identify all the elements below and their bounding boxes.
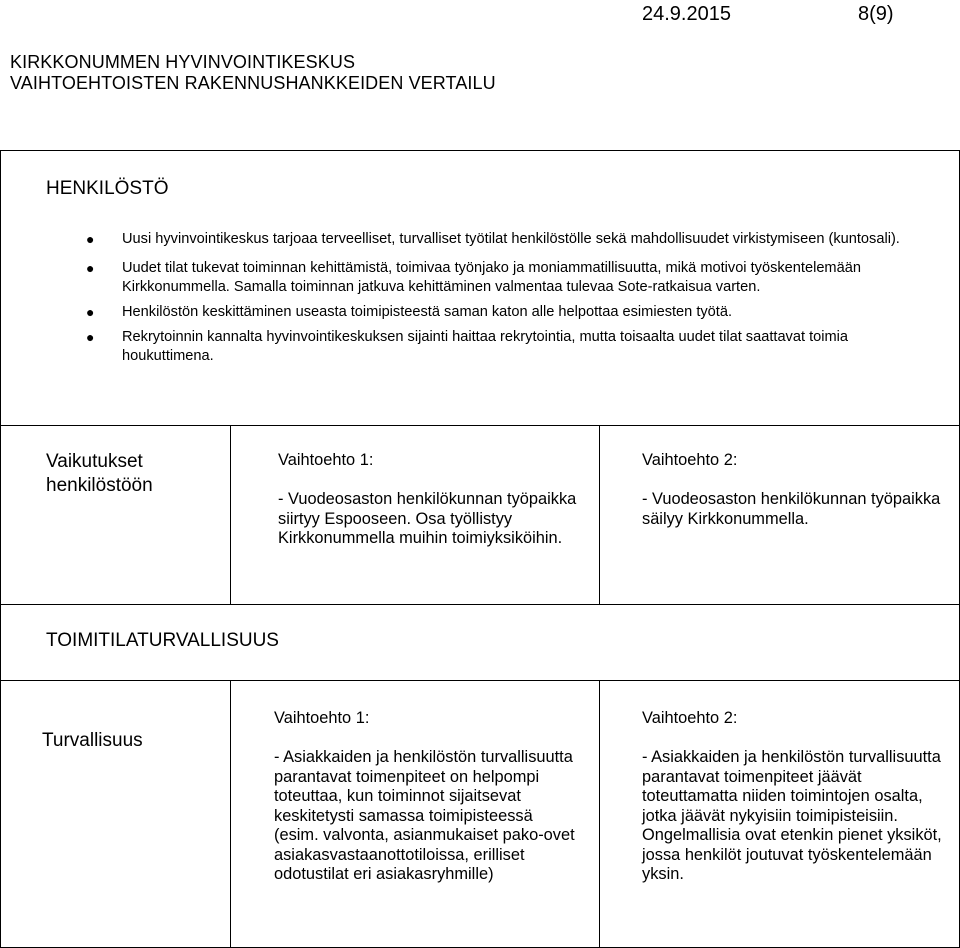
column-divider (230, 425, 231, 605)
column-divider (599, 680, 600, 948)
section-heading-toimitila: TOIMITILATURVALLISUUS (46, 630, 279, 651)
page-number: 8(9) (858, 3, 894, 25)
list-item (86, 230, 922, 249)
list-item (86, 259, 922, 297)
option1-heading: Vaihtoehto 1: (278, 451, 374, 469)
bullet-icon: ● (86, 231, 95, 247)
section-heading-henkilosto: HENKILÖSTÖ (46, 178, 169, 199)
henkilosto-bullet-list (86, 230, 922, 369)
bullet-text: Uudet tilat tukevat toiminnan kehittämistä, toimivaa työnjako ja moniammatillisuutta, mikä motivoi työskentelemään Kirkkonummella. Samalla toiminnan jatkuva kehittäminen valmentaa tulevaa Sote-ratkaisua varten. (122, 260, 861, 295)
bullet-icon: ● (86, 304, 95, 320)
option2-heading: Vaihtoehto 2: (642, 451, 738, 469)
bullet-text: Uusi hyvinvointikeskus tarjoaa terveelliset, turvalliset työtilat henkilöstölle sekä mahdollisuudet virkistymiseen (kuntosali). (122, 231, 900, 247)
column-divider (230, 680, 231, 948)
bullet-icon: ● (86, 329, 95, 345)
bullet-text: Rekrytoinnin kannalta hyvinvointikeskuksen sijainti haittaa rekrytointia, mutta toisaalta uudet tilat saattavat toimia houkuttimena. (122, 329, 849, 364)
vaikutukset-option2 (642, 451, 942, 529)
option1-heading: Vaihtoehto 1: (274, 709, 370, 727)
column-divider (599, 425, 600, 605)
bullet-icon: ● (86, 260, 95, 276)
document-title-line2: VAIHTOEHTOISTEN RAKENNUSHANKKEIDEN VERTAILU (10, 73, 496, 93)
option2-heading: Vaihtoehto 2: (642, 709, 738, 727)
option2-text: - Vuodeosaston henkilökunnan työpaikka säilyy Kirkkonummella. (642, 490, 941, 528)
document-title-line1: KIRKKONUMMEN HYVINVOINTIKESKUS (10, 52, 356, 72)
bullet-text: Henkilöstön keskittäminen useasta toimipisteestä saman katon alle helpottaa esimiesten työtä. (122, 304, 733, 320)
vaikutukset-option1 (278, 451, 578, 549)
header-date: 24.9.2015 (642, 3, 731, 25)
turvallisuus-option1 (274, 709, 579, 885)
option1-text: - Asiakkaiden ja henkilöstön turvallisuutta parantavat toimenpiteet on helpompi toteuttaa, kun toiminnot sijaitsevat keskitetysti samassa toimipisteessä (esim. valvonta, asianmukaiset pako-ovet asiakasvastaanottotiloissa, erilliset odotustilat eri asiakasryhmille) (274, 748, 575, 883)
option1-text: - Vuodeosaston henkilökunnan työpaikka siirtyy Espooseen. Osa työllistyy Kirkkonummella muihin toimiyksiköihin. (278, 490, 577, 547)
turvallisuus-option2 (642, 709, 947, 885)
option2-text: - Asiakkaiden ja henkilöstön turvallisuutta parantavat toimenpiteet jäävät toteuttamatta niiden toimintojen osalta, jotka jäävät nykyisiin toimipisteisiin. Ongelmallisia ovat etenkin pienet yksiköt, jossa henkilöt joutuvat työskentelemään yksin. (642, 748, 942, 883)
list-item (86, 328, 922, 366)
list-item (86, 303, 922, 322)
turvallisuus-label: Turvallisuus (42, 730, 143, 751)
vaikutukset-label: Vaikutukset henkilöstöön (46, 451, 153, 496)
